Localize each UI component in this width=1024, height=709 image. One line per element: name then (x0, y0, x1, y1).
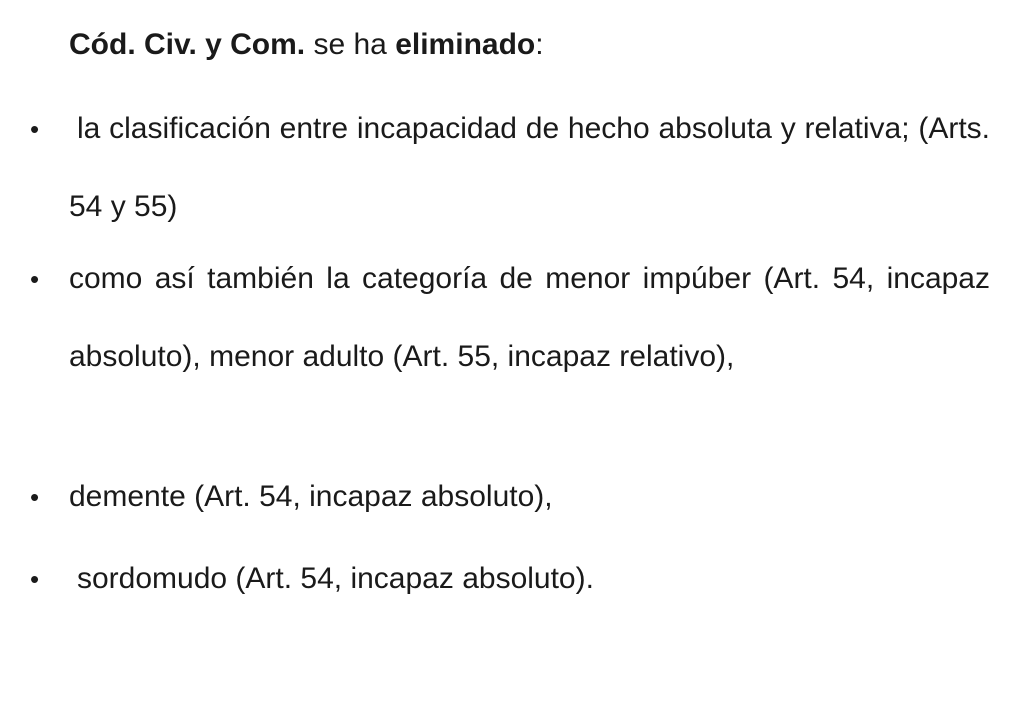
intro-keyword: eliminado (395, 28, 536, 61)
intro-code-name: Cód. Civ. y Com. (69, 28, 306, 61)
bullet-text: demente (Art. 54, incapaz absoluto), (69, 480, 553, 513)
intro-colon: : (535, 28, 544, 61)
bullet-dot-icon: • (30, 264, 40, 294)
bullet-item-minor-categories (30, 240, 990, 396)
bullet-item-classification (30, 90, 990, 246)
intro-connector: se ha (305, 28, 396, 61)
bullet-item-demente (30, 458, 990, 536)
bullet-dot-icon: • (30, 114, 40, 144)
bullet-text: la clasificación entre incapacidad de hecho absoluta y relativa; (Arts. 54 y 55) (69, 112, 990, 223)
bullet-item-sordomudo (30, 540, 990, 618)
bullet-dot-icon: • (30, 482, 40, 512)
bullet-dot-icon: • (30, 564, 40, 594)
intro-line (69, 22, 989, 68)
bullet-text: como así también la categoría de menor impúber (Art. 54, incapaz absoluto), menor adulto (Art. 55, incapaz relativo), (69, 262, 990, 373)
bullet-text: sordomudo (Art. 54, incapaz absoluto). (77, 562, 594, 595)
